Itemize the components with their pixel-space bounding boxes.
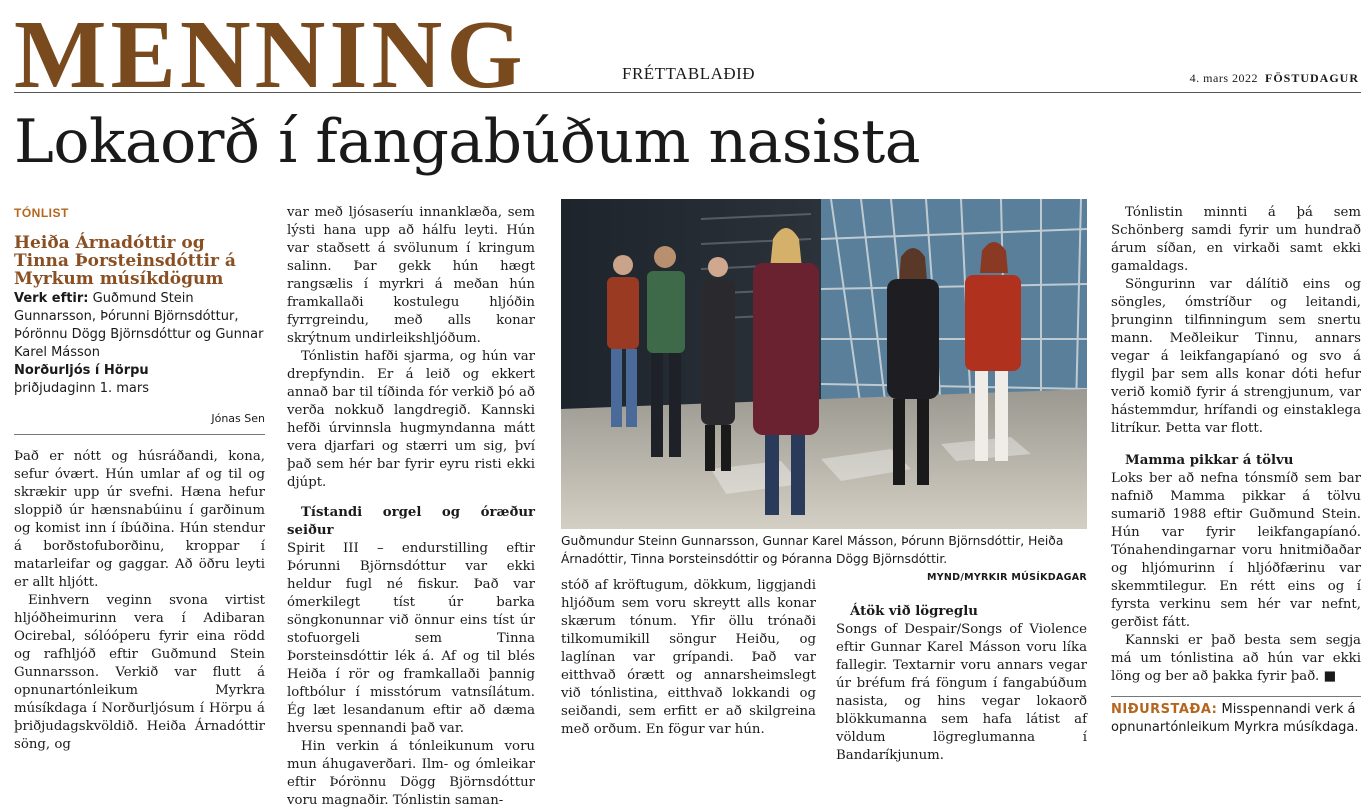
masthead-rule <box>14 92 1361 93</box>
verdict-label: NIÐURSTAÐA: <box>1111 702 1218 717</box>
column-1 <box>14 204 265 754</box>
paragraph-8: Söngurinn var dálítið eins og söngles, ómstríður og leitandi, þrunginn tilfinningum sem snertu mann. Meðleikur Tinnu, annars vegar á leikfangapíanó og svo á flygil þar sem alls konar dóti hefur verið komið fyrir á strengjunum, var hástemmdur, hrífandi og einstaklega litríkur. Þetta var flott. <box>1111 277 1361 436</box>
newspaper-name: FRÉTTABLAÐIÐ <box>622 64 756 83</box>
end-mark-icon: ■ <box>1323 669 1337 684</box>
paragraph-9: Loks ber að nefna tónsmíð sem bar nafnið Mamma pikkar á tölvu sumarið 1988 eftir Guðmund Stein. Hún var fyrir leikfangapíanó. Tónahendingarnar voru hnitmiðaðar og hljómurinn í hljóðfærinu var skemmtilegur. En rétt eins og í fyrsta verkinu sem hér var nefnt, gerðist fátt. <box>1111 471 1361 630</box>
photo-credit: MYND/MYRKIR MÚSÍKDAGAR <box>926 572 1087 583</box>
subhead-mamma: Mamma pikkar á tölvu <box>1125 453 1294 468</box>
paragraph-1: Það er nótt og húsráðandi, kona, sefur óvært. Hún umlar af og til og skrækir upp úr svefni. Hæna hefur sloppið úr hænsnabúinu í garðinum og komist inn í íbúðina. Hún stendur á borðstofuborðinu, kroppar í matarleifar og gaggar. Að öðru leyti er allt hljótt. <box>14 449 265 590</box>
paragraph-4: Spirit III – endurstilling eftir Þórunni Björnsdóttur var ekki heldur fugl né fiskur. Það var ómerkilegt tíst úr barka söngkonunnar við önnur eins tíst úr stofuorgeli sem Tinna Þorsteinsdóttir lék á. Af og til blés Heiða í rör og framkallaði þannig loftbólur í misstórum vatnsílátum. Ég læt lesandanum eftir að dæma hversu spennandi það var. <box>287 541 535 736</box>
column-2 <box>287 204 535 810</box>
review-title: Heiða Árnadóttir og Tinna Þorsteinsdóttir á Myrkum músíkdögum <box>14 233 236 289</box>
photo-illustration <box>561 199 1087 529</box>
review-date: þriðjudaginn 1. mars <box>14 381 149 396</box>
paragraph-6: Songs of Despair/Songs of Violence eftir Gunnar Karel Másson voru líka fallegir. Textarnir voru annars vegar úr bréfum frá föngum í fangabúðum nasista, og hins vegar lokaorð blökkumanna sem hafa látist af völdum lögreglumanna í Bandaríkjunum. <box>836 622 1087 763</box>
paragraph-10-text: Kannski er það besta sem segja má um tónlistina að hún var ekki löng og ber að þakka fyrir það. <box>1111 633 1361 684</box>
issue-day: FÖSTUDAGUR <box>1264 71 1359 85</box>
column-4 <box>836 603 1087 765</box>
review-works <box>14 290 265 362</box>
subhead-organ: Tístandi orgel og óræður seiður <box>287 505 535 538</box>
verdict-box <box>1111 696 1361 737</box>
paragraph-10 <box>1111 632 1361 686</box>
article-body-start <box>14 448 265 754</box>
issue-date: 4. mars 2022 <box>1189 71 1258 85</box>
performers-photo <box>561 199 1087 529</box>
paragraph-2-continued: var með ljósaseríu innanklæða, sem lýsti hana upp að hálfu leyti. Hún var staðsett á svölunum í kringum salinn. Þar gekk hún hægt rangsælis í myrkri á meðan hún framkallaði kostulegu hljóðin fyrrgreindu, með alls konar skrýtnum undirleikshljóðum. <box>287 205 535 346</box>
photo-caption: Guðmundur Steinn Gunnarsson, Gunnar Karel Másson, Þórunn Björnsdóttir, Heiða Árnadóttir, Tinna Þorsteinsdóttir og Þóranna Dögg Björnsdóttir. <box>561 534 1064 566</box>
author-byline: Jónas Sen <box>14 410 265 435</box>
paragraph-5-continued: stóð af kröftugum, dökkum, liggjandi hljóðum sem voru skreytt alls konar skærum tónum. Yfir öllu trónaði tilkomumikill söngur Heiðu, og laglínan var grípandi. Það var eitthvað órætt og annarsheimslegt við tónlistina, eitthvað lokkandi og seiðandi, sem erfitt er að skilgreina með orðum. En fögur var hún. <box>561 578 816 737</box>
paragraph-5: Hin verkin á tónleikunum voru mun áhugaverðari. Ilm- og ómleikar eftir Þórönnu Dögg Björnsdóttur voru magnaðir. Tónlistin saman- <box>287 739 535 808</box>
works-label: Verk eftir: <box>14 291 89 306</box>
venue-name: Norðurljós í Hörpu <box>14 363 149 378</box>
review-category: TÓNLIST <box>14 206 69 220</box>
subhead-police: Átök við lögreglu <box>850 604 978 619</box>
paragraph-2: Einhvern veginn svona virtist hljóðheimurinn vera í Adibaran Ocirebal, sólóóperu fyrir eina rödd og rafhljóð eftir Guðmund Stein Gunnarsson. Verkið var flutt á opnunartónleikum Myrkra músíkdaga í Norðurljósum í Hörpu á þriðjudagskvöldið. Heiða Árnadóttir söng, og <box>14 593 265 752</box>
paragraph-3: Tónlistin hafði sjarma, og hún var drepfyndin. Er á leið og ekkert annað bar til tíðinda fór verkið þó að verða nokkuð langdregið. Kannski hefði úrvinnsla hugmyndanna mátt vera djarfari og stærri um sig, því það sem hér bar fyrir eyru risti ekki djúpt. <box>287 349 535 490</box>
verdict-text: Misspennandi verk á opnunartónleikum Myrkra músíkdaga. <box>1111 702 1359 735</box>
section-masthead: MENNING <box>14 1 527 109</box>
article-headline: Lokaorð í fangabúðum nasista <box>14 107 921 177</box>
works-composers: Guðmund Stein Gunnarsson, Þórunni Björnsdóttur, Þórönnu Dögg Björnsdóttur og Gunnar Karel Másson <box>14 291 264 360</box>
paragraph-7: Tónlistin minnti á þá sem Schönberg samdi fyrir um hundrað árum síðan, en virkaði samt ekki gamaldags. <box>1111 205 1361 274</box>
review-venue <box>14 362 265 380</box>
column-5 <box>1111 204 1361 737</box>
date-line <box>1190 71 1359 86</box>
column-3 <box>561 577 816 739</box>
